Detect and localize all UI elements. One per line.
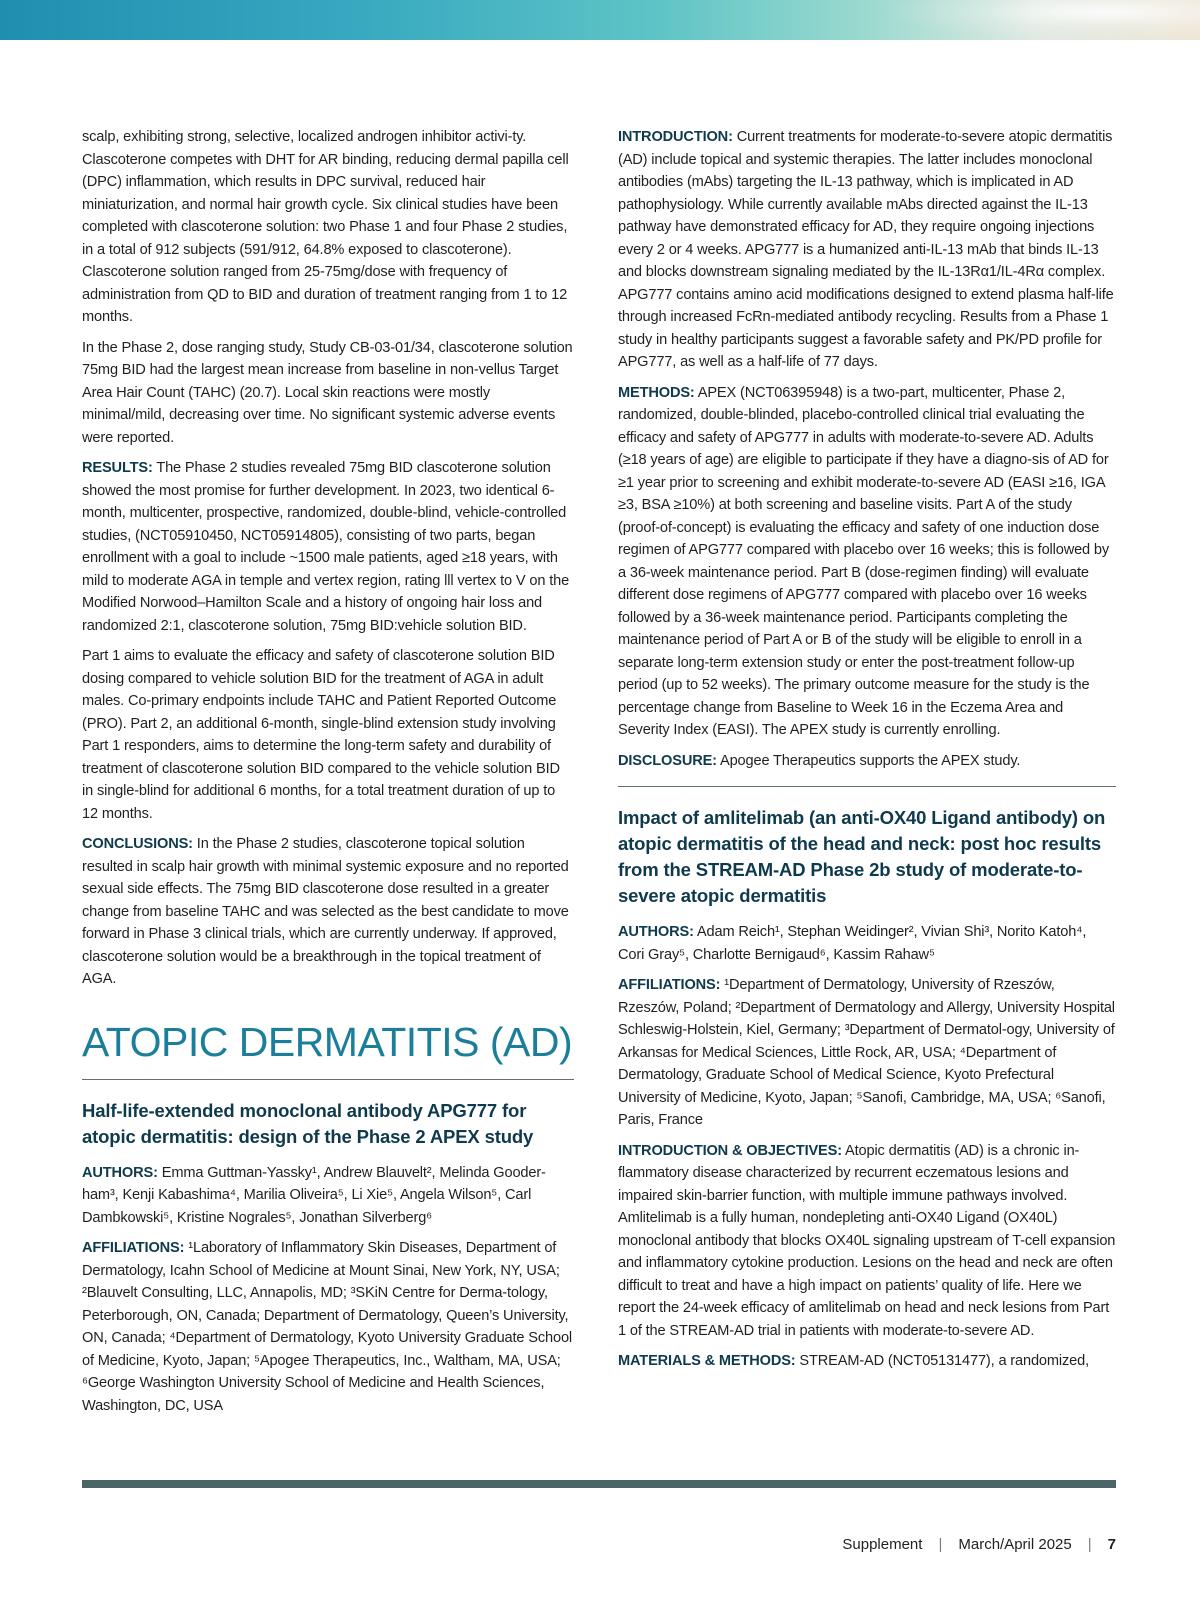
materials-methods-label: MATERIALS & METHODS: (618, 1353, 796, 1369)
paragraph: In the Phase 2, dose ranging study, Study CB-03-01/34, clascoterone solution 75mg BID had the largest mean increase from baseline in non-vellus Target Area Hair Count (TAHC) (20.7). Local skin reactions were mostly minimal/mild, decreasing over time. No significant systemic adverse events were reported. (82, 339, 573, 446)
materials-methods-paragraph (618, 1350, 1116, 1373)
footer-separator: | (1087, 1536, 1092, 1553)
header-banner-image (0, 0, 1200, 40)
right-column (618, 126, 1116, 1381)
authors-text: Adam Reich¹, Stephan Weidinger², Vivian Shi³, Norito Katoh⁴, Cori Gray⁵, Charlotte Bernigaud⁶, Kassim Rahaw⁵ (618, 924, 1087, 963)
introduction-label: INTRODUCTION: (618, 129, 733, 145)
issue-date: March/April 2025 (958, 1536, 1072, 1553)
disclosure-label: DISCLOSURE: (618, 752, 717, 769)
article-title: Impact of amlitelimab (an anti-OX40 Ligand antibody) on atopic dermatitis of the head and neck: post hoc results from the STREAM-AD Phase 2b study of moderate-to-severe atopic dermatitis (618, 807, 1106, 906)
affiliations-paragraph (82, 1237, 574, 1417)
conclusions-text: In the Phase 2 studies, clascoterone topical solution resulted in scalp hair growth with minimal systemic exposure and no reported sexual side effects. The 75mg BID clascoterone dose resulted in a greater change from baseline TAHC and was selected as the best candidate to move forward in Phase 3 clinical trials, which are currently underway. If approved, clascoterone solution would be a breakthrough in the topical treatment of AGA. (82, 836, 569, 987)
methods-paragraph (618, 382, 1116, 742)
results-paragraph (82, 457, 574, 637)
disclosure-text: Apogee Therapeutics supports the APEX study. (716, 752, 1021, 769)
paragraph: Part 1 aims to evaluate the efficacy and safety of clascoterone solution BID dosing compared to vehicle solution BID for the treatment of AGA in adult males. Co-primary endpoints include TAHC and Patient Reported Outcome (PRO). Part 2, an additional 6-month, single-blind extension study involving Part 1 responders, aims to determine the long-term safety and durability of treatment of clascoterone solution BID compared to the vehicle solution BID in single-blind for additional 6 months, for a total treatment duration of up to 12 months. (82, 648, 560, 822)
authors-label: AUTHORS: (82, 1164, 158, 1181)
wave-foam-decoration (880, 0, 1200, 40)
conclusions-paragraph (82, 833, 574, 991)
authors-label: AUTHORS: (618, 924, 694, 940)
introduction-objectives-text: Atopic dermatitis (AD) is a chronic in-flammatory disease characterized by recurrent eczematous lesions and impaired skin-barrier function, with multiple immune pathways involved. Amlitelimab is a fully human, nondepleting anti-OX40 Ligand (OX40L) monoclonal antibody that blocks OX40L signaling upstream of T-cell expansion and inflammatory cytokine production. Lesions on the head and neck are often difficult to treat and have a high impact on patients’ quality of life. Here we report the 24-week efficacy of amlitelimab on head and neck lesions from Part 1 of the STREAM-AD trial in patients with moderate-to-severe AD. (618, 1142, 1116, 1339)
methods-text: APEX (NCT06395948) is a two-part, multicenter, Phase 2, randomized, double-blinded, placebo-controlled clinical trial evaluating the efficacy and safety of APG777 in adults with moderate-to-severe AD. Adults (≥18 years of age) are eligible to participate if they have a diagno-sis of AD for ≥1 year prior to screening and exhibit moderate-to-severe AD (EASI ≥16, IGA ≥3, BSA ≥10%) at both screening and baseline visits. Part A of the study (proof-of-concept) is evaluating the efficacy and safety of one induction dose regimen of APG777 compared with placebo over 16 weeks; this is followed by a 36-week maintenance period. Part B (dose-regimen finding) will evaluate different dose regimens of APG777 compared with placebo over 16 weeks followed by a 36-week maintenance period. Participants completing the maintenance period of Part A or B of the study will be eligible to enroll in a separate long-term extension study or enter the post-treatment follow-up period (up to 52 weeks). The primary outcome measure for the study is the percentage change from Baseline to Week 16 in the Eczema Area and Severity Index (EASI). The APEX study is currently enrolling. (618, 384, 1110, 738)
footer-bar (82, 1480, 1116, 1488)
affiliations-text: ¹Laboratory of Inflammatory Skin Diseases, Department of Dermatology, Icahn School of Medicine at Mount Sinai, New York, NY, USA; ²Blauvelt Consulting, LLC, Annapolis, MD; ³SKiN Centre for Derma-tology, Peterborough, ON, Canada; Department of Dermatology, Queen’s University, ON, Canada; ⁴Department of Dermatology, Kyoto University Graduate School of Medicine, Kyoto, Japan; ⁵Apogee Therapeutics, Inc., Waltham, MA, USA; ⁶George Washington University School of Medicine and Health Sciences, Washington, DC, USA (82, 1240, 572, 1414)
results-label: RESULTS: (82, 460, 153, 476)
footer-separator: | (938, 1536, 943, 1553)
affiliations-label: AFFILIATIONS: (618, 977, 721, 993)
conclusions-label: CONCLUSIONS: (82, 836, 193, 852)
introduction-objectives-label: INTRODUCTION & OBJECTIVES: (618, 1142, 842, 1159)
introduction-paragraph (618, 126, 1116, 374)
affiliations-label: AFFILIATIONS: (82, 1240, 185, 1256)
publication-name: Supplement (842, 1536, 923, 1553)
results-text: The Phase 2 studies revealed 75mg BID clascoterone solution showed the most promise for further development. In 2023, two identical 6-month, multicenter, prospective, randomized, double-blind, vehicle-controlled studies, (NCT05910450, NCT05914805), consisting of two parts, began enrollment with a goal to include ~1500 male patients, aged ≥18 years, with mild to moderate AGA in temple and vertex region, rating lll vertex to V on the Modified Norwood–Hamilton Scale and a history of ongoing hair loss and randomized 2:1, clascoterone solution, 75mg BID:vehicle solution BID. (82, 460, 570, 634)
methods-label: METHODS: (618, 384, 695, 401)
page-number: 7 (1107, 1536, 1116, 1553)
authors-paragraph (82, 1162, 574, 1230)
authors-paragraph (618, 921, 1116, 966)
disclosure-paragraph (618, 750, 1116, 773)
affiliations-text: ¹Department of Dermatology, University of Rzeszów, Rzeszów, Poland; ²Department of Dermatology and Allergy, University Hospital Schleswig-Holstein, Kiel, Germany; ³Department of Dermatol-ogy, University of Arkansas for Medical Sciences, Little Rock, AR, USA; ⁴Department of Dermatology, Graduate School of Medical Science, Kyoto Prefectural University of Medicine, Kyoto, Japan; ⁵Sanofi, Cambridge, MA, USA; ⁶Sanofi, Paris, France (618, 977, 1115, 1128)
article-divider (618, 786, 1116, 787)
section-divider (82, 1079, 574, 1080)
materials-methods-text: STREAM-AD (NCT05131477), a randomized, (795, 1353, 1089, 1369)
introduction-text: Current treatments for moderate-to-severe atopic dermatitis (AD) include topical and systemic therapies. The latter includes monoclonal antibodies (mAbs) targeting the IL-13 pathway, which is implicated in AD pathophysiology. While currently available mAbs directed against the IL-13 pathway have demonstrated efficacy for AD, they require ongoing injections every 2 or 4 weeks. APG777 is a humanized anti-IL-13 mAb that binds IL-13 and blocks downstream signaling mediated by the IL-13Rα1/IL-4Rα complex. APG777 contains amino acid modifications designed to extend plasma half-life through increased FcRn-mediated antibody recycling. Results from a Phase 1 study in healthy participants suggest a favorable safety and PK/PD profile for APG777, as well as a half-life of 77 days. (618, 129, 1114, 370)
page-footer (842, 1536, 1116, 1553)
article-title: Half-life-extended monoclonal antibody APG777 for atopic dermatitis: design of the Phase 2 APEX study (82, 1099, 534, 1147)
affiliations-paragraph (618, 974, 1116, 1132)
section-title: ATOPIC DERMATITIS (AD) (82, 1018, 573, 1065)
introduction-objectives-paragraph (618, 1140, 1116, 1343)
paragraph: scalp, exhibiting strong, selective, localized androgen inhibitor activi-ty. Clascoterone competes with DHT for AR binding, reducing dermal papilla cell (DPC) inflammation, which results in DPC survival, reduced hair miniaturization, and normal hair growth cycle. Six clinical studies have been completed with clascoterone solution: two Phase 1 and four Phase 2 studies, in a total of 912 subjects (591/912, 64.8% exposed to clascoterone). Clascoterone solution ranged from 25-75mg/dose with frequency of administration from QD to BID and duration of treatment ranging from 1 to 12 months. (82, 129, 569, 325)
left-column (82, 126, 574, 1425)
authors-text: Emma Guttman-Yassky¹, Andrew Blauvelt², Melinda Gooder-ham³, Kenji Kabashima⁴, Marilia Oliveira⁵, Li Xie⁵, Angela Wilson⁵, Carl Dambkowski⁵, Kristine Nograles⁵, Jonathan Silverberg⁶ (82, 1164, 546, 1226)
